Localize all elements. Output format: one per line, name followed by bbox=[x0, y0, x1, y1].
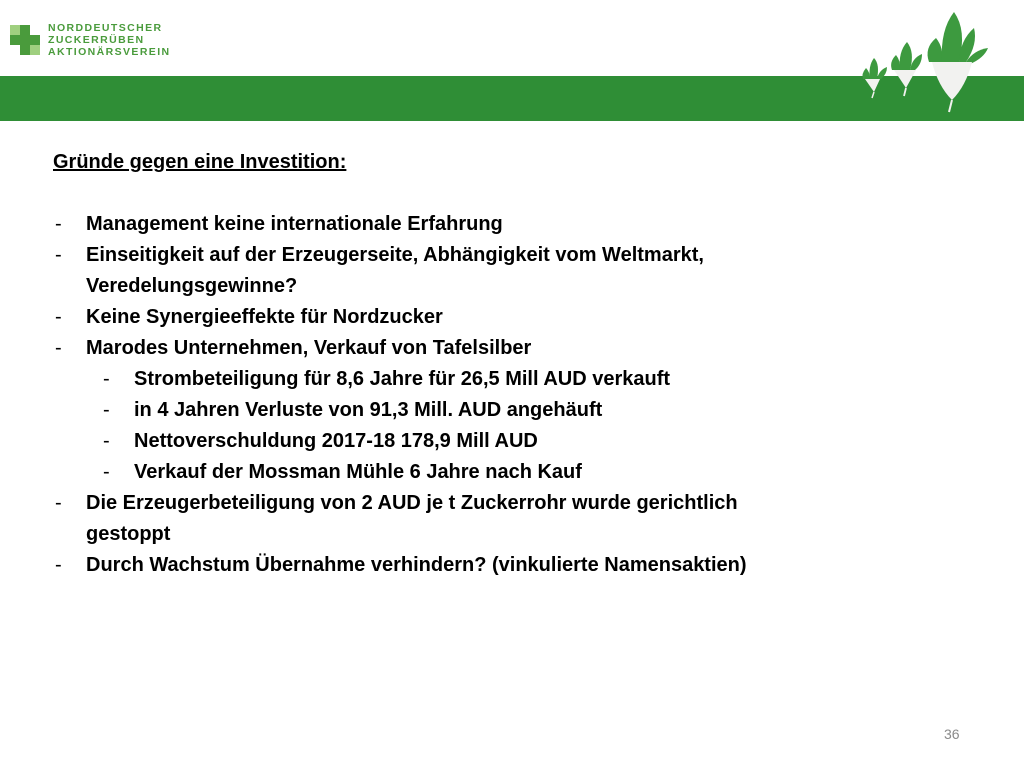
bullet-dash: - bbox=[55, 492, 62, 514]
page-number: 36 bbox=[944, 726, 960, 742]
list-item bbox=[53, 302, 953, 333]
sub-list-item bbox=[53, 426, 953, 457]
logo bbox=[10, 20, 171, 60]
list-item bbox=[53, 550, 953, 581]
list-item-text: Einseitigkeit auf der Erzeugerseite, Abhängigkeit vom Weltmarkt, bbox=[86, 244, 704, 266]
sugar-beet-plants-icon bbox=[854, 0, 1024, 121]
bullet-dash: - bbox=[55, 306, 62, 328]
slide-heading: Gründe gegen eine Investition: bbox=[53, 151, 347, 173]
list-item-text: Marodes Unternehmen, Verkauf von Tafelsilber bbox=[86, 337, 532, 359]
slide-content bbox=[53, 147, 953, 581]
list-item bbox=[53, 209, 953, 240]
list-item-text: in 4 Jahren Verluste von 91,3 Mill. AUD angehäuft bbox=[134, 399, 603, 421]
list-item bbox=[53, 488, 953, 550]
list-item bbox=[53, 240, 953, 302]
bullet-dash: - bbox=[55, 213, 62, 235]
logo-text bbox=[48, 22, 171, 58]
logo-mark-icon bbox=[10, 25, 40, 55]
bullet-dash: - bbox=[55, 554, 62, 576]
list-item-continuation: Veredelungsgewinne? bbox=[86, 275, 298, 297]
list-item-text: Verkauf der Mossman Mühle 6 Jahre nach Kauf bbox=[134, 461, 582, 483]
sub-list-item bbox=[53, 457, 953, 488]
bullet-dash: - bbox=[103, 368, 110, 390]
bullet-dash: - bbox=[103, 430, 110, 452]
bullet-dash: - bbox=[103, 461, 110, 483]
list-item-text: Die Erzeugerbeteiligung von 2 AUD je t Zuckerrohr wurde gerichtlich bbox=[86, 492, 738, 514]
bullet-dash: - bbox=[55, 337, 62, 359]
plant-large bbox=[928, 12, 988, 112]
plant-small bbox=[862, 58, 887, 98]
list-item-text: Management keine internationale Erfahrung bbox=[86, 213, 503, 235]
bullet-dash: - bbox=[103, 399, 110, 421]
list-item-text: Keine Synergieeffekte für Nordzucker bbox=[86, 306, 443, 328]
logo-line-3: AKTIONÄRSVEREIN bbox=[48, 46, 171, 58]
sub-list-item bbox=[53, 364, 953, 395]
logo-line-1: NORDDEUTSCHER bbox=[48, 22, 163, 34]
list-item-text: Strombeteiligung für 8,6 Jahre für 26,5 Mill AUD verkauft bbox=[134, 368, 671, 390]
list-item-continuation: gestoppt bbox=[86, 523, 171, 545]
sub-list-item bbox=[53, 395, 953, 426]
logo-line-2: ZUCKERRÜBEN bbox=[48, 34, 145, 46]
bullet-dash: - bbox=[55, 244, 62, 266]
list-item bbox=[53, 333, 953, 364]
list-item-text: Nettoverschuldung 2017-18 178,9 Mill AUD bbox=[134, 430, 538, 452]
list-item-text: Durch Wachstum Übernahme verhindern? (vinkulierte Namensaktien) bbox=[86, 554, 747, 576]
plant-medium bbox=[891, 42, 922, 96]
